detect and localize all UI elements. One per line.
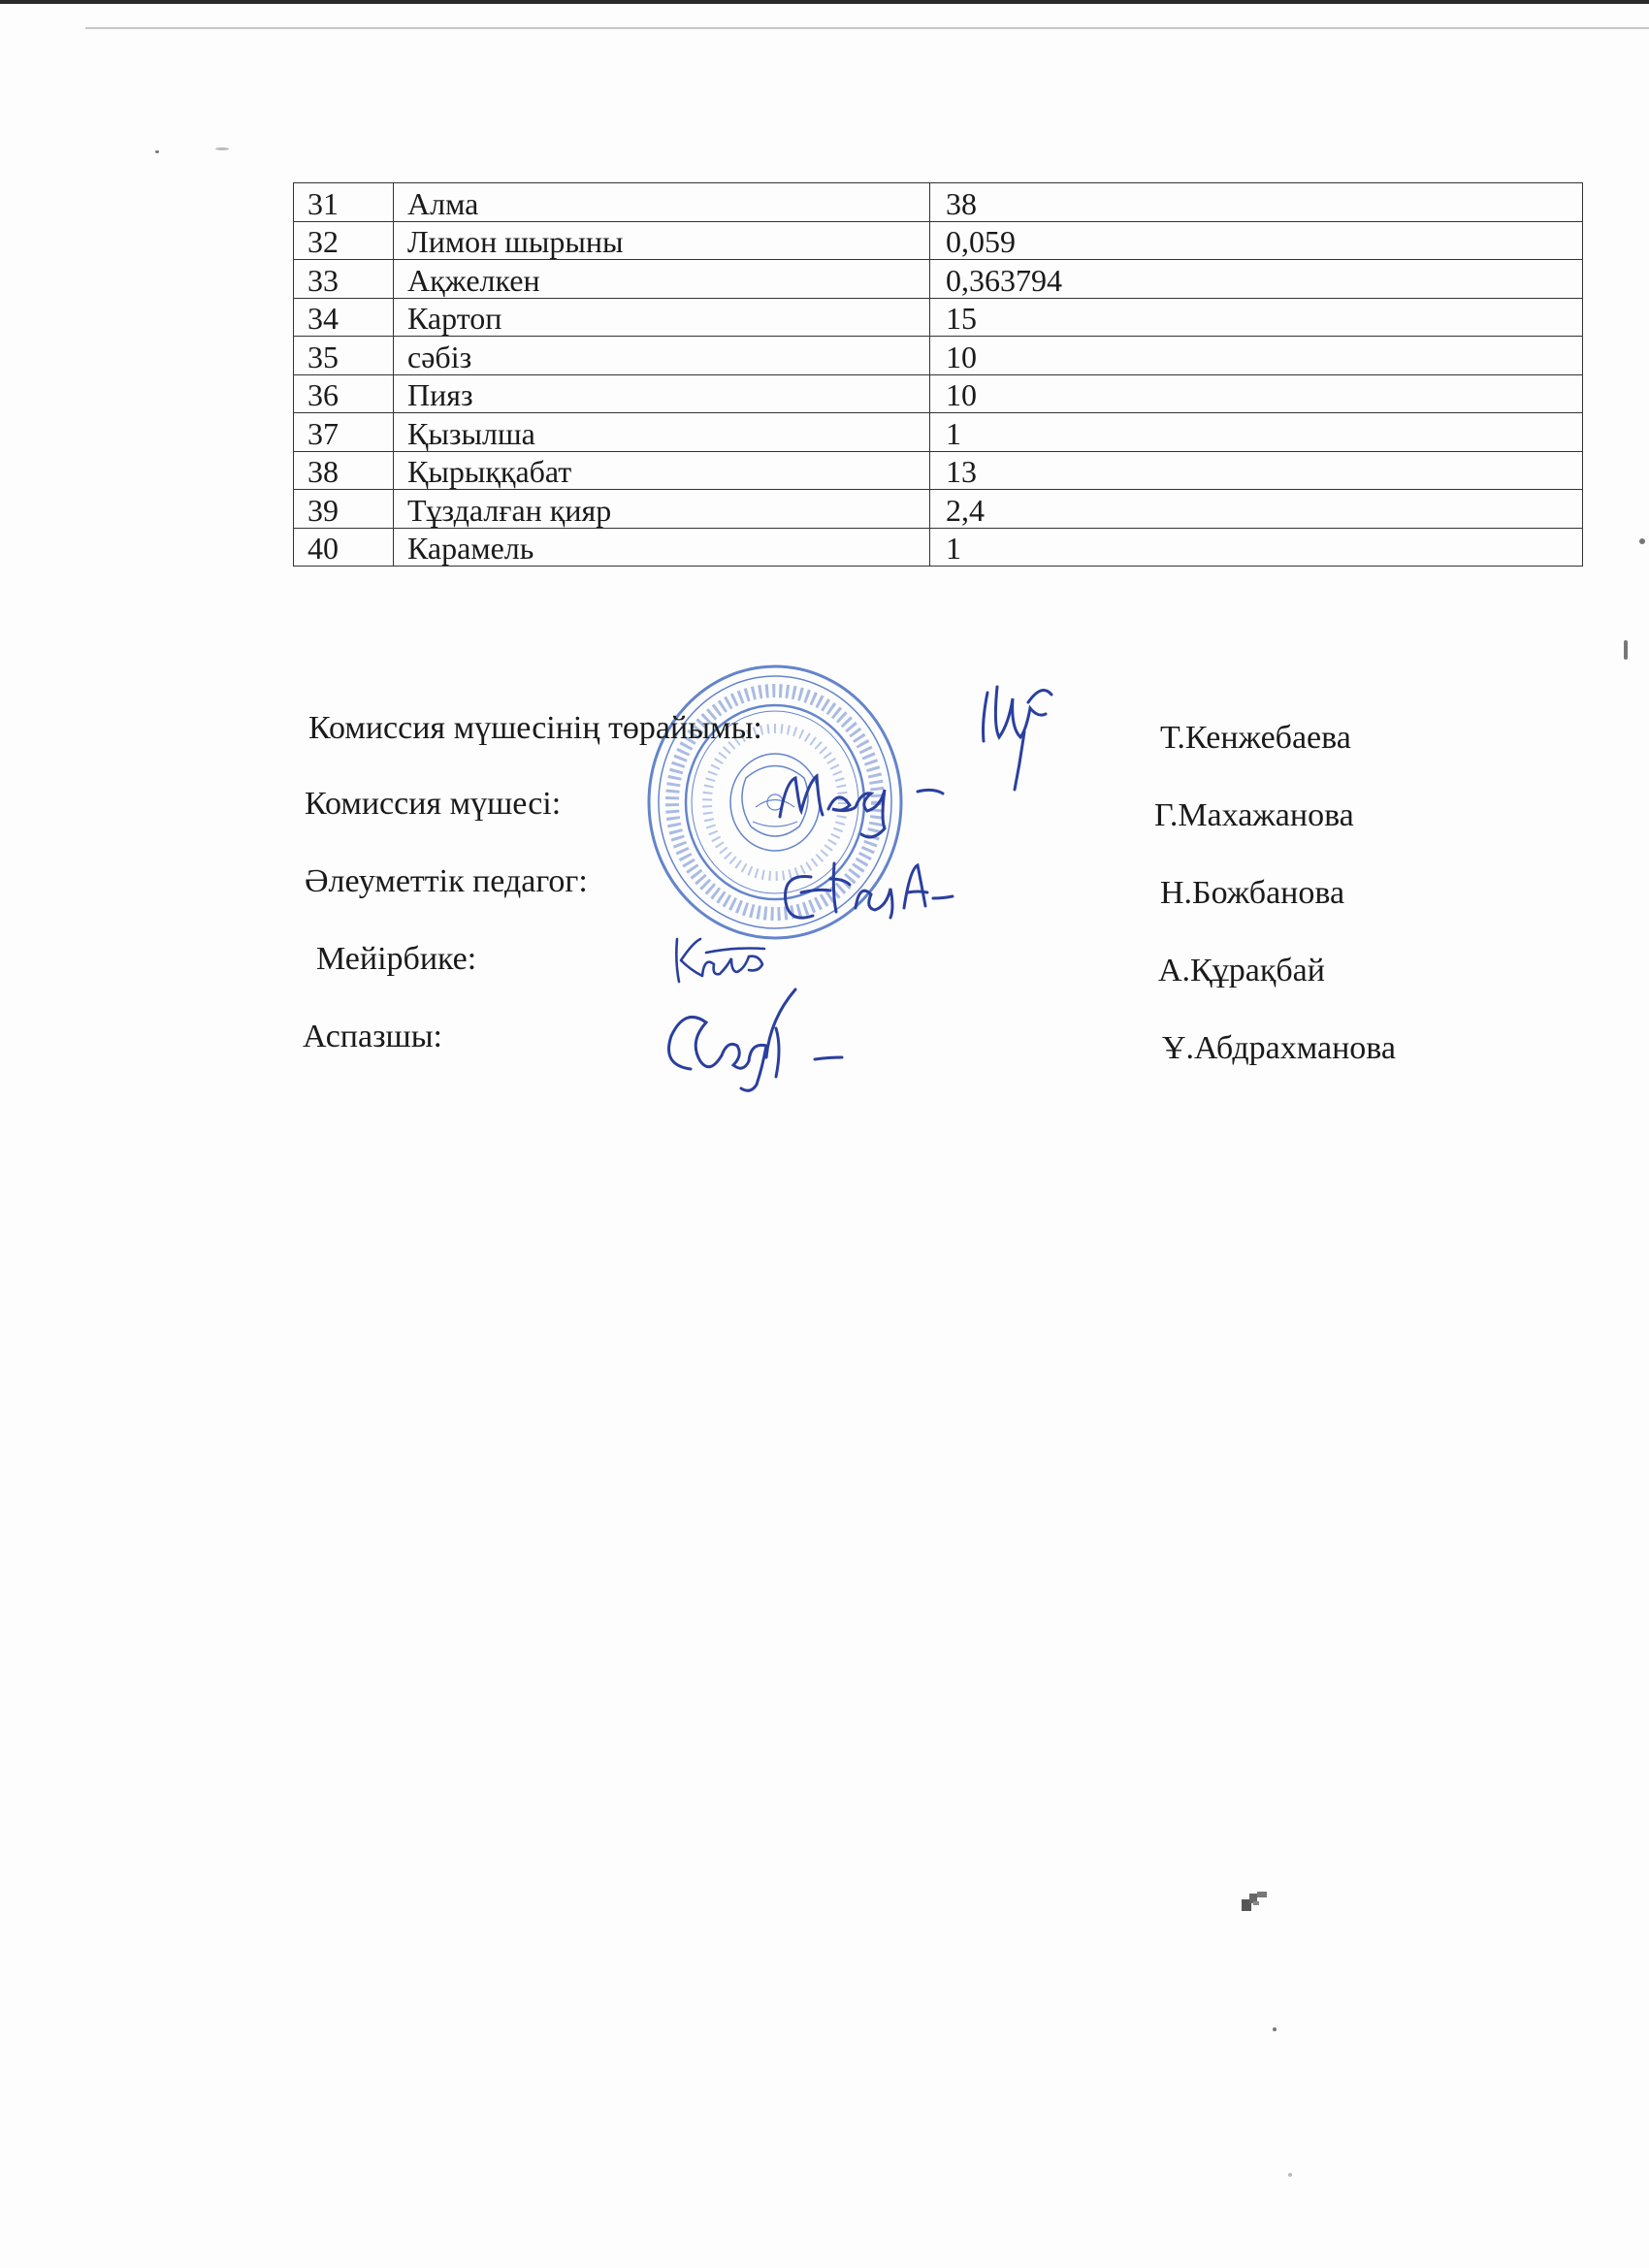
product-quantity: 0,363794 (930, 260, 1583, 299)
signature-name-nurse: А.Құрақбай (1158, 953, 1325, 988)
row-number: 33 (294, 260, 394, 299)
row-number: 36 (294, 374, 394, 413)
signature-name-chair: Т.Кенжебаева (1160, 720, 1351, 756)
product-name: Қырыққабат (394, 451, 930, 490)
table-row (294, 337, 1583, 375)
signature-role-nurse: Мейірбике: (316, 941, 477, 977)
scan-speck (155, 150, 159, 153)
product-name: Пияз (394, 374, 930, 413)
signature-cook-icon (660, 970, 854, 1106)
table-row (294, 451, 1583, 490)
scan-speck (1624, 640, 1628, 660)
product-quantity: 38 (930, 183, 1583, 222)
table-row (294, 221, 1583, 260)
row-number: 37 (294, 413, 394, 452)
row-number: 38 (294, 451, 394, 490)
signature-role-cook: Аспазшы: (303, 1019, 442, 1054)
product-name: Тұздалған қияр (394, 490, 930, 529)
signature-member-icon (772, 762, 966, 840)
signature-name-cook: Ұ.Абдрахманова (1162, 1030, 1396, 1066)
product-quantity: 2,4 (930, 490, 1583, 529)
table-row (294, 183, 1583, 222)
product-quantity: 0,059 (930, 221, 1583, 260)
product-name: Карамель (394, 528, 930, 567)
scan-speck (1273, 2027, 1277, 2031)
signature-role-chair: Комиссия мүшесінің төрайымы: (308, 710, 762, 746)
product-quantity: 1 (930, 413, 1583, 452)
table-row (294, 413, 1583, 452)
food-table (293, 182, 1583, 567)
row-number: 40 (294, 528, 394, 567)
table-row (294, 490, 1583, 529)
scan-top-edge (0, 0, 1649, 4)
product-quantity: 10 (930, 374, 1583, 413)
row-number: 39 (294, 490, 394, 529)
table-row (294, 298, 1583, 337)
signature-pedagog-icon (772, 854, 956, 931)
signature-role-member: Комиссия мүшесі: (305, 786, 562, 822)
table-row (294, 374, 1583, 413)
product-quantity: 10 (930, 337, 1583, 375)
scan-top-line (85, 27, 1649, 29)
signature-name-pedagog: Н.Божбанова (1160, 875, 1345, 911)
scan-speck (1639, 538, 1645, 544)
table-row (294, 260, 1583, 299)
product-name: сәбіз (394, 337, 930, 375)
row-number: 31 (294, 183, 394, 222)
signature-role-pedagog: Әлеуметтік педагог: (305, 863, 588, 899)
signature-name-member: Г.Махажанова (1154, 797, 1354, 833)
row-number: 32 (294, 221, 394, 260)
product-name: Қызылша (394, 413, 930, 452)
product-quantity: 13 (930, 451, 1583, 490)
product-name: Алма (394, 183, 930, 222)
row-number: 35 (294, 337, 394, 375)
product-quantity: 15 (930, 298, 1583, 337)
ink-blot-icon (1240, 1890, 1269, 1915)
scan-speck (1288, 2173, 1292, 2177)
product-name: Ақжелкен (394, 260, 930, 299)
scan-speck (215, 147, 229, 150)
signature-chair-icon (970, 664, 1067, 799)
table-row (294, 528, 1583, 567)
product-quantity: 1 (930, 528, 1583, 567)
product-name: Картоп (394, 298, 930, 337)
product-name: Лимон шырыны (394, 221, 930, 260)
row-number: 34 (294, 298, 394, 337)
